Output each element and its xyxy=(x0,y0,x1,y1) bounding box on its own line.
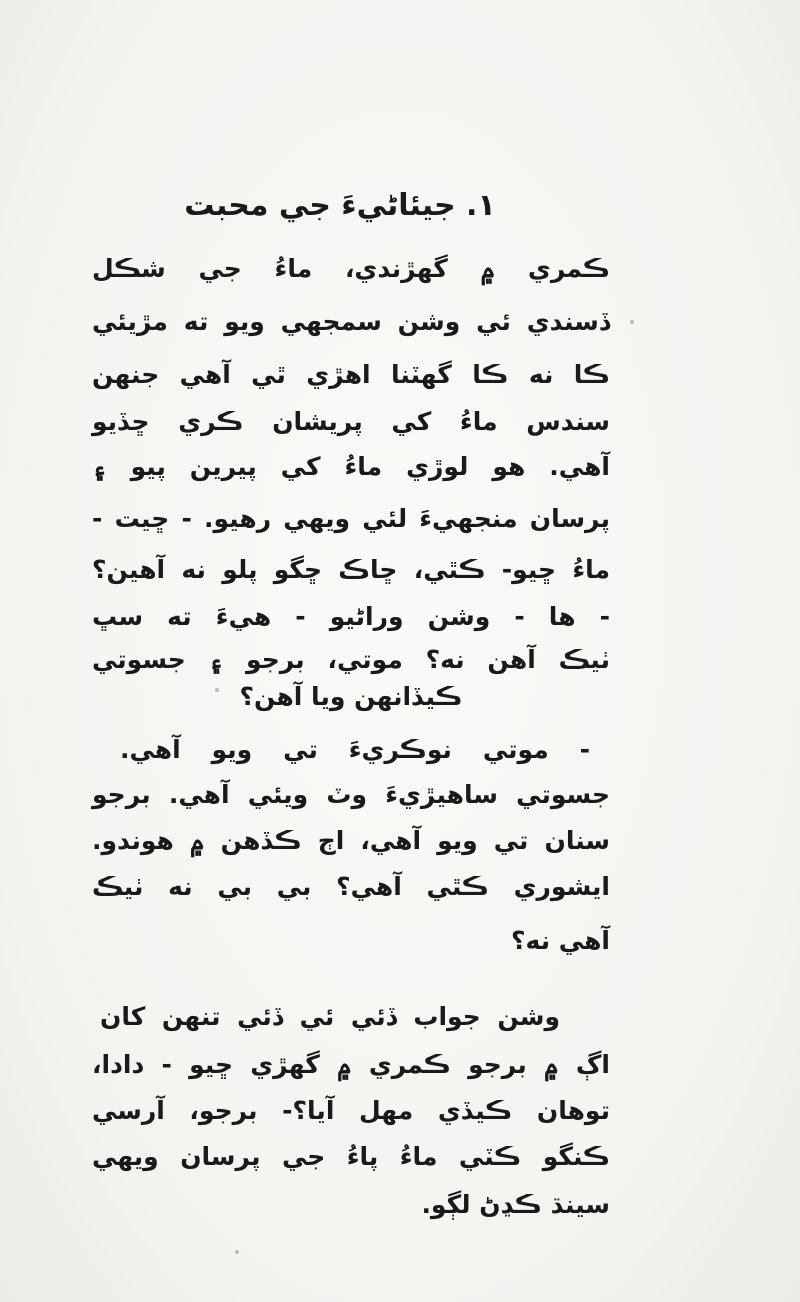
text-line: توهان ڪيڏي مهل آيا؟- برجو، آرسي xyxy=(92,1096,610,1125)
text-line: پرسان منجهيءَ لئي ويهي رهيو. - ڇيت - xyxy=(92,504,610,533)
text-line: وشن جواب ڏئي ئي ڏئي تنهن کان xyxy=(100,1002,560,1031)
text-line: اڳ ۾ برجو ڪمري ۾ گهڙي ڇيو - دادا، xyxy=(92,1050,610,1079)
text-line: ڪيڏانهن ويا آهن؟ xyxy=(239,682,463,711)
paper-speck xyxy=(215,688,219,692)
text-line: آهي نه؟ xyxy=(511,926,610,955)
text-line: ڪمري ۾ گهڙندي، ماءُ جي شڪل xyxy=(92,254,610,283)
text-line: سنان تي ويو آهي، اڄ ڪڏهن ۾ هوندو. xyxy=(92,826,610,855)
chapter-title: ١. جيئاڻيءَ جي محبت xyxy=(184,188,496,223)
text-line: جسوتي ساهيڙيءَ وٽ ويئي آهي. برجو xyxy=(92,780,610,809)
text-line: ڪا نه ڪا گهٽنا اهڙي ٿي آهي جنهن xyxy=(92,360,610,389)
text-line: ايشوري ڪٿي آهي؟ بي بي نه ٺيڪ xyxy=(92,872,610,901)
text-line: ڪنگو ڪٽي ماءُ پاءُ جي پرسان ويهي xyxy=(92,1142,610,1171)
text-line: - موتي نوڪريءَ تي ويو آهي. xyxy=(120,735,590,764)
paper-speck xyxy=(235,1250,239,1254)
text-line: ماءُ ڇيو- ڪٿي، ڇاڪ ڇگو پلو نه آهين؟ xyxy=(92,555,610,584)
text-line: سينڌ ڪڍڻ لڳو. xyxy=(421,1190,610,1219)
text-line: ڏسندي ئي وشن سمجهي ويو ته مڙيئي xyxy=(92,307,610,336)
text-line: آهي. هو لوڙي ماءُ کي پيرين پيو ۽ xyxy=(92,452,610,481)
paper-speck xyxy=(630,320,634,324)
text-line: ٺيڪ آهن نه؟ موتي، برجو ۽ جسوتي xyxy=(92,645,610,674)
text-line: - ها - وشن وراڻيو - هيءَ ته سڀ xyxy=(92,602,610,631)
text-line: سندس ماءُ کي پريشان ڪري ڇڏيو xyxy=(92,407,610,436)
